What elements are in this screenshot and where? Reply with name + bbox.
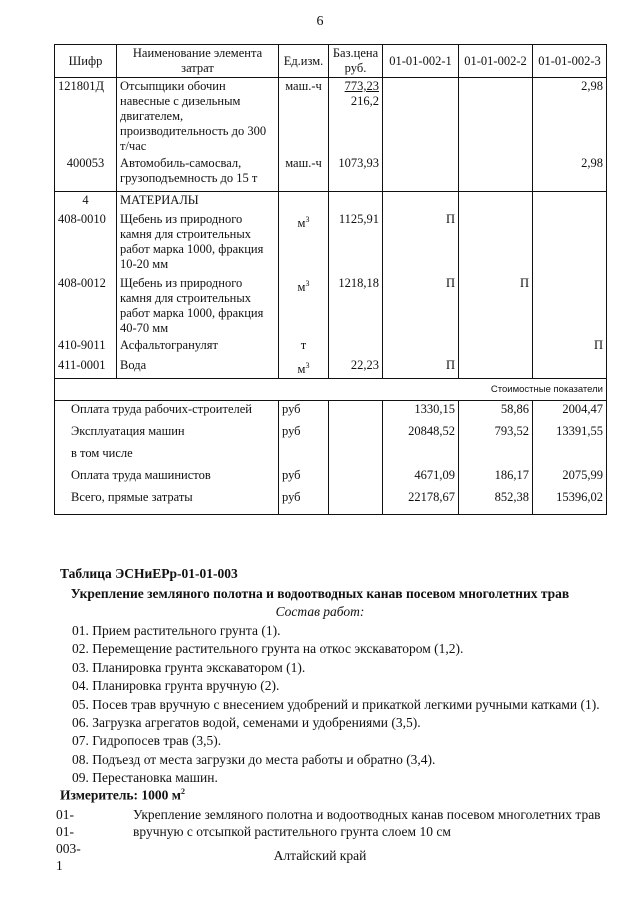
row-unit-sup: 3 [305,279,310,288]
row-unit-text: м [297,362,306,377]
row-price: 1125,91 [329,211,383,275]
table-row [55,78,607,156]
section-code: 4 [55,191,117,211]
summary-value-2 [459,445,533,467]
summary-unit: руб [279,401,329,423]
summary-value-1 [383,445,459,467]
meter-label [60,787,185,804]
page-number: 6 [316,14,324,29]
row-price-main: 773,23 [344,79,379,93]
section-name: МАТЕРИАЛЫ [117,191,279,211]
list-item: 01. Прием растительного грунта (1). [72,623,281,638]
summary-unit [279,445,329,467]
list-item: 02. Перемещение растительного грунта на откос экскаватором (1,2). [72,641,464,657]
region-footer: Алтайский край [273,848,367,863]
row-value-1: П [383,275,459,337]
row-code: 121801Д [55,78,117,156]
row-value-3: 2,98 [533,155,607,191]
summary-empty [329,423,383,445]
summary-row [55,423,607,445]
row-code: 400053 [55,155,117,191]
row-code: 411-0001 [55,357,117,379]
summary-unit: руб [279,467,329,489]
summary-empty [329,401,383,423]
row-value-1: П [383,357,459,379]
row-value-2 [459,155,533,191]
summary-value-2: 58,86 [459,401,533,423]
row-value-1 [383,155,459,191]
row-value-1: П [383,211,459,275]
summary-empty [329,489,383,515]
table-row [55,337,607,357]
row-value-2 [459,78,533,156]
summary-value-3: 13391,55 [533,423,607,445]
row-value-3 [533,191,607,211]
meter-text: Измеритель: 1000 м [60,787,181,803]
summary-empty [329,467,383,489]
cost-caption-row [55,379,607,401]
header-code: Шифр [55,45,117,78]
row-name: Отсыпщики обочин навесные с дизельным двигателем, производительность до 300 т/час [117,78,279,156]
list-item: 06. Загрузка агрегатов водой, семенами и удобрениями (3,5). [72,715,421,731]
row-value-3: П [533,337,607,357]
table-row [55,357,607,379]
row-value-2 [459,211,533,275]
row-price-secondary: 216,2 [350,94,379,108]
table-row [55,155,607,191]
row-price [329,191,383,211]
summary-value-1: 20848,52 [383,423,459,445]
summary-value-1: 22178,67 [383,489,459,515]
works-list [72,622,600,788]
list-item: 07. Гидропосев трав (3,5). [72,733,222,749]
row-name: Щебень из природного камня для строительных работ марка 1000, фракция 40-70 мм [117,275,279,337]
summary-value-3: 2004,47 [533,401,607,423]
row-value-2: П [459,275,533,337]
row-unit-sup: 3 [305,361,310,370]
row-value-2 [459,337,533,357]
summary-value-1: 1330,15 [383,401,459,423]
row-unit [279,357,329,379]
summary-label: в том числе [55,445,279,467]
summary-unit: руб [279,489,329,515]
section-heading: Укрепление земляного полотна и водоотводных канав посевом многолетних трав [70,586,570,601]
row-code: 408-0010 [55,211,117,275]
row-value-1 [383,337,459,357]
works-composition-label: Состав работ: [275,604,365,619]
row-unit: маш.-ч [279,155,329,191]
meter-sup: 2 [181,787,185,796]
row-unit-text: м [297,280,306,295]
row-unit [279,275,329,337]
header-col-2: 01-01-002-2 [459,45,533,78]
summary-value-3: 2075,99 [533,467,607,489]
summary-row [55,445,607,467]
row-name: Асфальтогранулят [117,337,279,357]
row-unit: т [279,337,329,357]
row-value-3 [533,357,607,379]
row-value-1 [383,78,459,156]
row-name: Вода [117,357,279,379]
row-price [329,78,383,156]
row-code: 408-0012 [55,275,117,337]
row-unit: маш.-ч [279,78,329,156]
table-title: Таблица ЭСНиЕРр-01-01-003 [60,566,238,581]
header-price: Баз.цена руб. [329,45,383,78]
list-item: 05. Посев трав вручную с внесением удобрений и прикаткой легкими ручными катками (1). [72,696,600,712]
summary-row [55,467,607,489]
row-unit [279,211,329,275]
summary-label: Оплата труда машинистов [55,467,279,489]
summary-label: Эксплуатация машин [55,423,279,445]
norm-code: 01-01-003-1 [56,807,81,873]
table-row [55,211,607,275]
resource-table [54,44,607,515]
row-value-1 [383,191,459,211]
summary-value-3: 15396,02 [533,489,607,515]
row-value-3: 2,98 [533,78,607,156]
summary-value-1: 4671,09 [383,467,459,489]
summary-value-2: 793,52 [459,423,533,445]
table-row [55,275,607,337]
list-item: 09. Перестановка машин. [72,770,218,786]
summary-value-2: 186,17 [459,467,533,489]
header-col-1: 01-01-002-1 [383,45,459,78]
summary-label: Оплата труда рабочих-строителей [55,401,279,423]
row-unit-sup: 3 [305,215,310,224]
summary-value-3 [533,445,607,467]
cost-caption: Стоимостные показатели [55,379,607,401]
row-price [329,337,383,357]
header-unit: Ед.изм. [279,45,329,78]
list-item: 04. Планировка грунта вручную (2). [72,678,280,694]
row-name: Щебень из природного камня для строительных работ марка 1000, фракция 10-20 мм [117,211,279,275]
header-name: Наименование элемента затрат [117,45,279,78]
row-price: 22,23 [329,357,383,379]
list-item: 08. Подъезд от места загрузки до места работы и обратно (3,4). [72,751,436,767]
row-unit-text: м [297,216,306,231]
summary-row [55,401,607,423]
summary-empty [329,445,383,467]
table-header-row [55,45,607,78]
row-value-3 [533,211,607,275]
row-unit [279,191,329,211]
row-value-2 [459,357,533,379]
norm-description: Укрепление земляного полотна и водоотводных канав посевом многолетних трав вручную с отсыпкой растительного грунта слоем 10 см [133,807,601,839]
row-price: 1073,93 [329,155,383,191]
table-section-row [55,191,607,211]
row-price: 1218,18 [329,275,383,337]
row-name: Автомобиль-самосвал, грузоподъемность до 15 т [117,155,279,191]
row-code: 410-9011 [55,337,117,357]
row-value-2 [459,191,533,211]
summary-value-2: 852,38 [459,489,533,515]
header-col-3: 01-01-002-3 [533,45,607,78]
summary-label: Всего, прямые затраты [55,489,279,515]
summary-row [55,489,607,515]
row-value-3 [533,275,607,337]
list-item: 03. Планировка грунта экскаватором (1). [72,659,306,675]
summary-unit: руб [279,423,329,445]
